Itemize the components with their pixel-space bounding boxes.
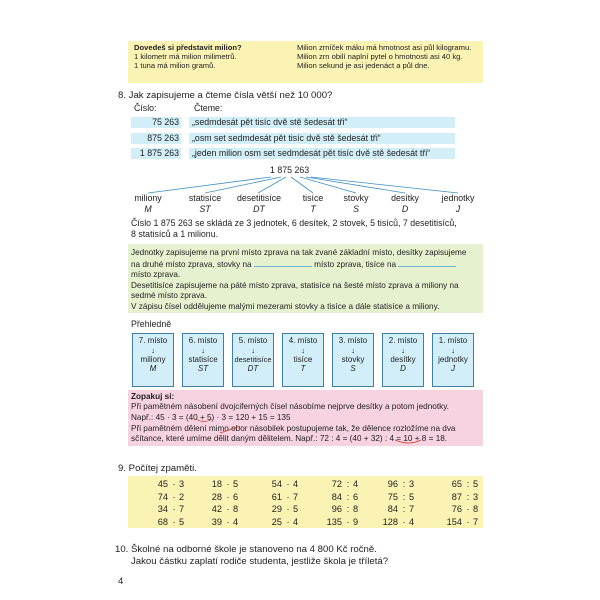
place-miliony: miliony M: [134, 193, 162, 214]
exercise-right-operand: 6: [233, 491, 239, 502]
exercise-right-operand: 4: [293, 479, 299, 489]
task8-title: 8. Jak zapisujeme a čteme čísla větší než 10 000?: [118, 90, 333, 101]
reading-cell-1: „sedmdesát pět tisíc dvě stě šedesát tři“: [189, 117, 455, 128]
rules-line-3: místo zprava.: [131, 270, 181, 279]
exercise-right-operand: 3: [473, 491, 479, 502]
task10-line-2: Jakou částku zaplatí rodiče studenta, jestliže škola je tříletá?: [131, 556, 389, 567]
exercise-operator: :: [466, 479, 470, 489]
exercise-left-operand: 76: [451, 504, 462, 514]
exercise-left-operand: 25: [271, 516, 282, 527]
reading-cell-3: „jeden milion osm set sedmdesát pět tisíc dvě stě šedesát tři“: [189, 148, 455, 159]
exercise-right-operand: 3: [409, 479, 415, 489]
exercise-operator: ·: [466, 516, 470, 527]
exercise-operator: ·: [226, 516, 230, 527]
exercise-left-operand: 96: [331, 504, 342, 514]
exercise-left-operand: 135: [326, 516, 342, 527]
review-line-2: Např.: 45 · 3 = (40 + 5) · 3 = 120 + 15 = 135: [131, 413, 291, 422]
exercise-right-operand: 4: [353, 479, 359, 489]
exercise-right-operand: 5: [409, 491, 415, 502]
exercise-left-operand: 87: [451, 491, 462, 502]
review-line-4: sčítance, které umíme dělit daným dělitelem. Např.: 72 : 4 = (40 + 32) : 4 = 10 + 8 = 18.: [131, 434, 448, 443]
exercise-left-operand: 28: [211, 491, 222, 502]
composition-line-2: 8 statisíců a 1 milionu.: [131, 229, 219, 239]
exercise-left-operand: 54: [271, 479, 282, 489]
intro-right-1: Milion zrníček máku má hmotnost asi půl kilogramu.: [297, 43, 472, 52]
place-tisice: tisíce T: [302, 193, 324, 214]
exercise-operator: :: [402, 504, 406, 514]
exercise-right-operand: 2: [179, 491, 185, 502]
exercise-left-operand: 18: [211, 479, 222, 489]
number-cell-3: 1 875 263: [131, 148, 181, 159]
place-stovky: stovky S: [343, 193, 369, 214]
col-read-label: Čteme:: [194, 103, 223, 113]
intro-right-2: Milion zrn obilí naplní pytel o hmotnosti asi 40 kg.: [297, 52, 463, 61]
exercise-left-operand: 39: [211, 516, 222, 527]
exercise-operator: :: [402, 479, 406, 489]
exercise-right-operand: 8: [473, 504, 479, 514]
exercise-operator: ·: [226, 504, 230, 514]
exercise-operator: :: [346, 504, 350, 514]
exercise-right-operand: 5: [473, 479, 479, 489]
exercise-left-operand: 84: [331, 491, 342, 502]
exercise-left-operand: 61: [271, 491, 282, 502]
exercise-right-operand: 4: [293, 516, 299, 527]
position-box-4: 4. místo ↓ tisíce T: [282, 333, 324, 387]
review-line-3: Při pamětném dělení mimo obor násobilek postupujeme tak, že dělence rozložíme na dva: [131, 424, 456, 433]
exercise-left-operand: 74: [157, 491, 168, 502]
exercise-right-operand: 7: [293, 491, 299, 502]
rules-line-1: Jednotky zapisujeme na první místo zprava na tak zvané základní místo, desítky zapisujeme: [131, 248, 467, 257]
exercise-left-operand: 45: [157, 479, 168, 489]
position-box-3: 3. místo ↓ stovky S: [332, 333, 374, 387]
exercise-left-operand: 128: [382, 516, 398, 527]
exercise-right-operand: 3: [179, 479, 185, 489]
exercise-right-operand: 4: [233, 516, 239, 527]
exercise-right-operand: 5: [293, 504, 299, 514]
task9-title: 9. Počítej zpaměti.: [118, 463, 197, 474]
exercise-left-operand: 65: [451, 479, 462, 489]
exercise-operator: :: [466, 491, 470, 502]
rules-line-2a: na druhé místo zprava, stovky na: [131, 260, 252, 269]
exercise-left-operand: 75: [387, 491, 398, 502]
exercise-left-operand: 34: [157, 504, 168, 514]
exercise-left-operand: 84: [387, 504, 398, 514]
position-box-2: 2. místo ↓ desítky D: [382, 333, 424, 387]
composition-line-1: Číslo 1 875 263 se skládá ze 3 jednotek, 6 desítek, 2 stovek, 5 tisíců, 7 desetitisíců,: [131, 218, 457, 228]
intro-left-1: 1 kilometr má milion milimetrů.: [134, 52, 237, 61]
intro-title: Dovedeš si představit milion?: [134, 43, 242, 52]
rules-line-5: sedmé místo zprava.: [131, 291, 207, 300]
diagram-number: 1 875 263: [270, 165, 310, 175]
page-number: 4: [118, 576, 124, 587]
review-line-1: Při pamětném násobení dvojciferných čísel násobíme nejprve desítky a potom jednotky.: [131, 402, 449, 411]
exercise-3-6: [427, 503, 505, 515]
exercise-right-operand: 7: [473, 516, 479, 527]
exercise-right-operand: 9: [353, 516, 359, 527]
exercise-operator: ·: [286, 491, 290, 502]
exercise-left-operand: 96: [387, 479, 398, 489]
exercise-right-operand: 7: [409, 504, 415, 514]
exercise-operator: ·: [346, 516, 350, 527]
exercise-operator: ·: [172, 504, 176, 514]
place-desetitisice: desetitisíce DT: [236, 193, 281, 214]
overview-title: Přehledně: [131, 319, 172, 329]
exercise-left-operand: 72: [331, 479, 342, 489]
exercise-operator: :: [402, 491, 406, 502]
exercise-left-operand: 42: [211, 504, 222, 514]
exercise-right-operand: 4: [409, 516, 415, 527]
position-box-1: 1. místo ↓ jednotky J: [432, 333, 474, 387]
place-desitky: desítky D: [391, 193, 419, 214]
exercise-operator: :: [346, 479, 350, 489]
exercise-operator: ·: [226, 479, 230, 489]
exercise-operator: ·: [172, 479, 176, 489]
exercise-left-operand: 154: [446, 516, 462, 527]
exercise-1-6: [427, 478, 505, 490]
exercise-operator: ·: [286, 479, 290, 489]
position-box-5: 5. místo ↓ desetitisíce DT: [232, 333, 274, 387]
position-box-7: 7. místo ↓ miliony M: [132, 333, 174, 387]
exercise-right-operand: 7: [179, 504, 185, 514]
exercise-right-operand: 5: [179, 516, 185, 527]
place-statisice: statisíce ST: [188, 193, 222, 214]
task10-line-1: 10. Školné na odborné škole je stanoveno na 4 800 Kč ročně.: [115, 544, 377, 555]
exercise-operator: ·: [466, 504, 470, 514]
exercise-operator: ·: [286, 516, 290, 527]
exercise-right-operand: 6: [353, 491, 359, 502]
exercise-left-operand: 29: [271, 504, 282, 514]
place-jednotky: jednotky J: [441, 193, 475, 214]
exercise-right-operand: 8: [233, 504, 239, 514]
exercise-4-6: [427, 516, 505, 528]
exercise-2-6: [427, 491, 505, 503]
review-title: Zopakuj si:: [131, 392, 175, 401]
exercise-operator: ·: [172, 491, 176, 502]
exercise-right-operand: 5: [233, 479, 239, 489]
exercise-operator: ·: [402, 516, 406, 527]
rules-line-2b: místo zprava, tisíce na: [314, 260, 397, 269]
rules-line-4: Desetitisíce zapisujeme na páté místo zprava, statisíce na šesté místo zprava a miliony na: [131, 281, 459, 290]
intro-left-2: 1 tuna má milion gramů.: [134, 61, 216, 70]
exercise-operator: ·: [286, 504, 290, 514]
exercise-left-operand: 68: [157, 516, 168, 527]
number-cell-1: 75 263: [131, 117, 181, 128]
reading-cell-2: „osm set sedmdesát pět tisíc dvě stě šedesát tři“: [189, 133, 455, 144]
intro-right-3: Milion sekund je asi jedenáct a půl dne.: [297, 61, 430, 70]
number-cell-2: 875 263: [131, 133, 181, 144]
exercise-operator: ·: [172, 516, 176, 527]
col-number-label: Číslo:: [134, 103, 157, 113]
rules-line-6: V zápisu čísel oddělujeme malými mezerami stovky a tisíce a dále statisíce a miliony.: [131, 302, 440, 311]
position-box-6: 6. místo ↓ statisíce ST: [182, 333, 224, 387]
exercise-operator: ·: [226, 491, 230, 502]
exercise-operator: :: [346, 491, 350, 502]
exercise-right-operand: 8: [353, 504, 359, 514]
